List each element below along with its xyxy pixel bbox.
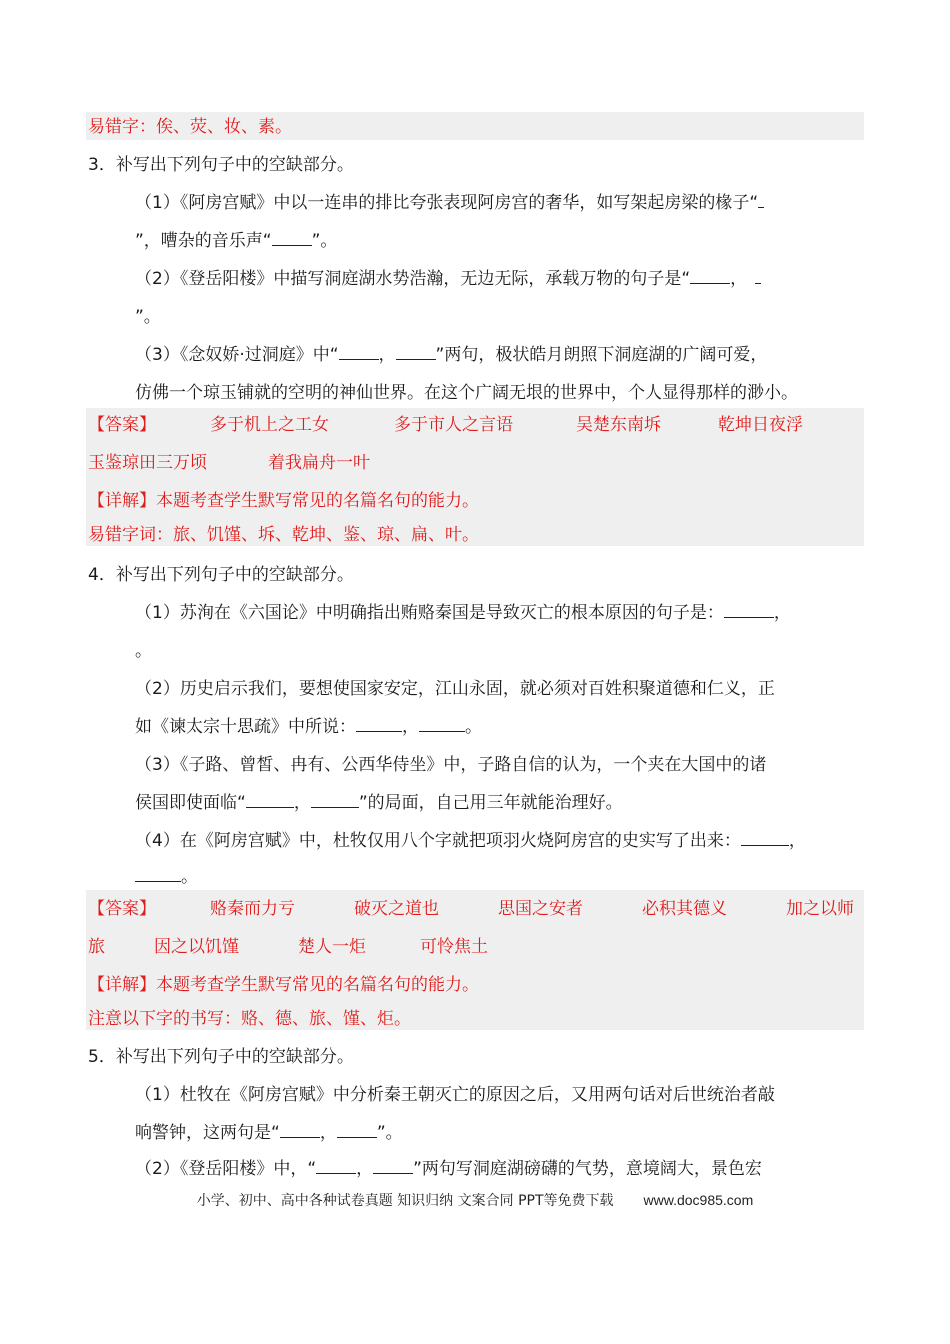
- answer-4-note: 注意以下字的书写：赂、德、旅、馑、炬。: [88, 1009, 411, 1029]
- question-4-item-2-line-2: [135, 714, 482, 740]
- question-3-item-2-line-1: [135, 266, 761, 292]
- answer-blank: [246, 793, 294, 808]
- text: （2）《登岳阳楼》中描写洞庭湖水势浩瀚，无边无际，承载万物的句子是“: [135, 269, 691, 289]
- answer-item: 加之以师: [786, 899, 854, 919]
- answer-blank: [419, 717, 465, 732]
- answer-blank: [373, 1159, 413, 1174]
- question-3-item-3-line-2: 仿佛一个琼玉铺就的空明的神仙世界。在这个广阔无垠的世界中，个人显得那样的渺小。: [135, 383, 798, 403]
- text: 响警钟，这两句是“: [135, 1123, 280, 1143]
- answer-item: 因之以饥馑: [154, 937, 239, 957]
- answer-item: 玉鉴琼田三万顷: [88, 453, 207, 473]
- answer-blank: [316, 1159, 356, 1174]
- answer-blank: [311, 793, 359, 808]
- text: 。: [181, 867, 198, 887]
- text: ”。: [376, 1123, 403, 1143]
- answer-blank: [280, 1123, 320, 1138]
- answer-blank: [724, 603, 774, 618]
- answer-blank: [337, 1123, 377, 1138]
- footer-text: 小学、初中、高中各种试卷真题 知识归纳 文案合同 PPT等免费下载: [196, 1193, 614, 1209]
- text: ”两句写洞庭湖磅礴的气势，意境阔大，景色宏: [413, 1159, 762, 1179]
- page-footer: [0, 1190, 950, 1210]
- answer-blank: [339, 345, 379, 360]
- answer-blank: [690, 269, 730, 284]
- answer-item: 着我扁舟一叶: [268, 453, 370, 473]
- question-4-item-1-line-2: 。: [135, 641, 152, 661]
- question-5-item-1-line-1: （1）杜牧在《阿房宫赋》中分析秦王朝灭亡的原因之后，又用两句话对后世统治者敲: [135, 1085, 775, 1105]
- text: ，: [788, 831, 806, 851]
- question-4-item-4-line-1: [135, 828, 806, 854]
- question-5-item-1-line-2: [135, 1120, 403, 1146]
- text: ，: [319, 1123, 337, 1143]
- question-4-item-1-line-1: [135, 600, 791, 626]
- answer-3-row-1: [88, 412, 864, 438]
- text: ，: [356, 1159, 374, 1179]
- answer-item: 楚人一炬: [298, 937, 366, 957]
- footer-url[interactable]: www.doc985.com: [643, 1192, 754, 1208]
- text: 侯国即使面临“: [135, 793, 246, 813]
- answer-blank: [356, 717, 402, 732]
- answer-blank: [272, 231, 312, 246]
- text: ”，嘈杂的音乐声“: [135, 231, 272, 251]
- answer-label: 【答案】: [88, 899, 156, 919]
- answer-item: 必积其德义: [642, 899, 727, 919]
- question-4-item-2-line-1: （2）历史启示我们，要想使国家安定，江山永固，就必须对百姓积聚道德和仁义，正: [135, 679, 775, 699]
- text: ”两句，极状皓月朗照下洞庭湖的广阔可爱，: [435, 345, 768, 365]
- answer-4-row-1: [88, 896, 864, 922]
- question-4-item-3-line-2: [135, 790, 623, 816]
- question-4-item-4-line-2: [135, 864, 198, 890]
- answer-4-detail: 【详解】本题考查学生默写常见的名篇名句的能力。: [88, 975, 479, 995]
- answer-blank: [396, 345, 436, 360]
- answer-item: 赂秦而力亏: [210, 899, 295, 919]
- text: （4）在《阿房宫赋》中，杜牧仅用八个字就把项羽火烧阿房宫的史实写了出来：: [135, 831, 741, 851]
- answer-blank: [755, 269, 761, 284]
- answer-4-row-2: [88, 934, 864, 960]
- text: ，: [773, 603, 791, 623]
- text: （2）《登岳阳楼》中，“: [135, 1159, 317, 1179]
- question-3-item-1-line-2: [135, 228, 337, 254]
- text: （1）苏洵在《六国论》中明确指出贿赂秦国是导致灭亡的根本原因的句子是：: [135, 603, 724, 623]
- text: ”。: [311, 231, 338, 251]
- text: 。: [465, 717, 482, 737]
- answer-blank: [135, 867, 181, 882]
- question-3-item-2-line-2: ”。: [135, 307, 161, 327]
- answer-label: 【答案】: [88, 415, 156, 435]
- answer-item: 旅: [88, 937, 105, 957]
- text: ，: [378, 345, 396, 365]
- question-5-item-2-line-1: [135, 1156, 762, 1182]
- text: （1）《阿房宫赋》中以一连串的排比夸张表现阿房宫的奢华，如写架起房梁的椽子“: [135, 193, 759, 213]
- answer-blank: [758, 193, 764, 208]
- answer-item: 多于市人之言语: [394, 415, 513, 435]
- answer-3-detail: 【详解】本题考查学生默写常见的名篇名句的能力。: [88, 491, 479, 511]
- question-4-title: 4．补写出下列句子中的空缺部分。: [88, 565, 354, 585]
- text: ”的局面，自己用三年就能治理好。: [358, 793, 623, 813]
- text: ，: [293, 793, 311, 813]
- answer-blank: [741, 831, 789, 846]
- answer-3-row-2: [88, 450, 864, 476]
- answer-item: 多于机上之工女: [210, 415, 329, 435]
- text: ，: [402, 717, 419, 737]
- answer-item: 乾坤日夜浮: [718, 415, 803, 435]
- answer-item: 可怜焦土: [420, 937, 488, 957]
- text: 如《谏太宗十思疏》中所说：: [135, 717, 356, 737]
- question-3-title: 3．补写出下列句子中的空缺部分。: [88, 155, 354, 175]
- question-3-item-1-line-1: [135, 190, 764, 216]
- text: （3）《念奴娇·过洞庭》中“: [135, 345, 339, 365]
- error-chars-note-q2: 易错字：俟、荧、妆、素。: [88, 117, 292, 137]
- answer-3-note: 易错字词：旅、饥馑、坼、乾坤、鉴、琼、扁、叶。: [88, 525, 479, 545]
- text: ，: [730, 269, 748, 289]
- question-5-title: 5．补写出下列句子中的空缺部分。: [88, 1047, 354, 1067]
- answer-item: 破灭之道也: [354, 899, 439, 919]
- question-3-item-3-line-1: [135, 342, 767, 368]
- answer-item: 思国之安者: [498, 899, 583, 919]
- question-4-item-3-line-1: （3）《子路、曾皙、冉有、公西华侍坐》中，子路自信的认为，一个夹在大国中的诸: [135, 755, 767, 775]
- answer-item: 吴楚东南坼: [576, 415, 661, 435]
